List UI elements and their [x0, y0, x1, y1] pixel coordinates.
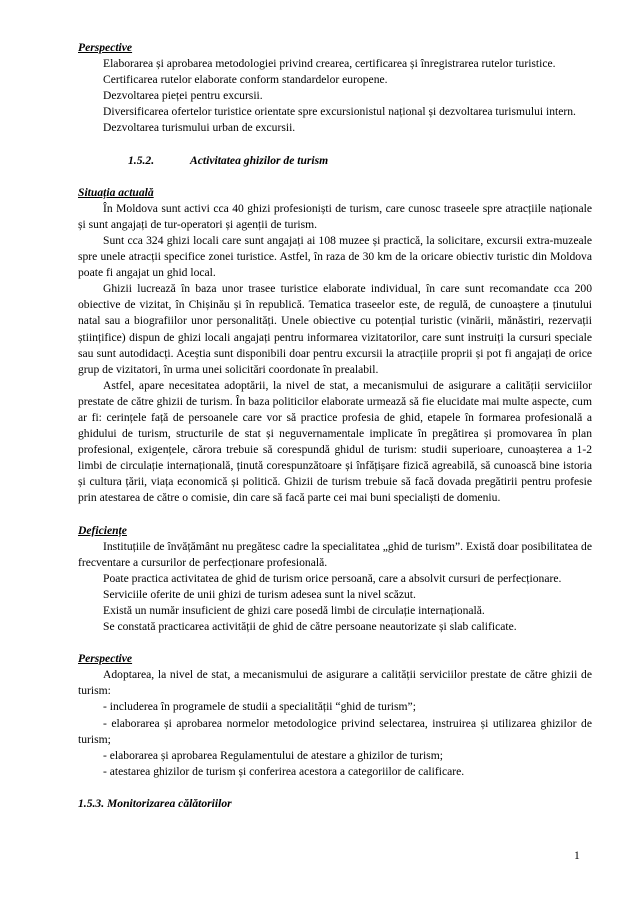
section-heading-monitorizarea: 1.5.3. Monitorizarea călătoriilor — [78, 796, 232, 810]
list-item: - elaborarea și aprobarea normelor metodologice privind selectarea, instruirea și utilizarea ghizilor de turism; — [78, 716, 592, 746]
paragraph: Instituțiile de învățământ nu pregătesc cadre la specialitatea „ghid de turism”. Există doar posibilitatea de frecventare a cursurilor de perfecționare profesională. — [78, 539, 592, 569]
paragraph: În Moldova sunt activi cca 40 ghizi profesioniști de turism, care cunosc traseele spre atracțiile naționale și sunt angajați de tur-operatori și agenții de turism. — [78, 201, 592, 231]
paragraph: Există un număr insuficient de ghizi care posedă limbi de circulație internațională. — [103, 604, 485, 617]
paragraph: Elaborarea și aprobarea metodologiei privind crearea, certificarea și înregistrarea rutelor turistice. — [103, 57, 556, 71]
list-item: - elaborarea și aprobarea Regulamentului de atestare a ghizilor de turism; — [103, 748, 443, 762]
paragraph: Astfel, apare necesitatea adoptării, la nivel de stat, a mecanismului de asigurare a calității serviciilor prestate de către ghizii de turism. În baza politicilor elaborate urmează să fie elucidate mai multe aspecte, cum ar fi: cerințele față de persoanele care vor să practice profesia de ghid, etapele în formarea profesională a ghidului de turism, structurile de stat și neguvernamentale implicate în pregătirea și promovarea în plan profesional, exigențele, cărora trebuie să corespundă ghidul de turism: studii superioare, cunoașterea a 1-2 limbi de circulație internațională, ținută corespunzătoare și înfățișare fizică agreabilă, să cunoască bine istoria și cultura țării, viața economică și politică. Ghizii de turism trebuie să facă dovada pregătirii pentru profesie prin atestarea de către o comisie, din care să facă parte cei mai buni specialiști de domeniu. — [78, 378, 592, 505]
paragraph: Certificarea rutelor elaborate conform standardelor europene. — [103, 73, 388, 87]
section-heading-perspective: Perspective — [78, 41, 133, 54]
paragraph: Sunt cca 324 ghizi locali care sunt angajați ai 108 muzee și practică, la solicitare, excursii extra-muzeale spre unele atracții specifice zonei turistice. Astfel, în raza de 30 km de la oricare obiectiv turistic din Moldova poate fi angajat un ghid local. — [78, 233, 592, 280]
list-item: - atestarea ghizilor de turism și conferirea acestora a categoriilor de calificare. — [103, 764, 465, 778]
list-item: - includerea în programele de studii a specialității “ghid de turism”; — [103, 700, 416, 714]
page-number: 1 — [574, 849, 580, 862]
section-heading-perspective: Perspective — [78, 652, 133, 666]
paragraph: Se constată practicarea activității de ghid de către persoane neautorizate și slab calificate. — [103, 620, 517, 634]
subsection-title: Activitatea ghizilor de turism — [190, 153, 329, 167]
paragraph: Adoptarea, la nivel de stat, a mecanismului de asigurare a calității serviciilor prestate de către ghizii de turism: — [78, 668, 592, 698]
subsection-number: 1.5.2. — [128, 153, 155, 167]
paragraph: Poate practica activitatea de ghid de turism orice persoană, care a absolvit cursuri de perfecționare. — [103, 571, 562, 585]
paragraph: Dezvoltarea pieței pentru excursii. — [103, 89, 263, 103]
subsection-heading — [128, 153, 592, 169]
paragraph: Dezvoltarea turismului urban de excursii. — [103, 121, 296, 135]
section-heading-situatia: Situația actuală — [78, 185, 154, 199]
paragraph: Ghizii lucrează în baza unor trasee turistice elaborate individual, în care sunt recomandate cca 200 obiective de vizitat, în Chișinău și în republică. Tematica traseelor este, de regulă, de cunoaștere a ținutului natal sau a biografiilor unor personalități. Unele obiective cu potențial turistic (vinării, mănăstiri, rezervații științifice) dispun de ghizi locali angajați pentru informarea vizitatorilor, care sunt instruiți la cursuri speciale sau sunt autodidacți. Aceștia sunt disponibili doar pentru excursii la atracțiile proprii și pot fi angajați de orice grup de vizitatori, în urma unei solicitări coordonate în prealabil. — [78, 282, 592, 376]
paragraph: Diversificarea ofertelor turistice orientate spre excursionistul național și dezvoltarea turismului intern. — [103, 105, 576, 119]
section-heading-deficiente: Deficiențe — [78, 523, 127, 537]
document-page — [78, 40, 592, 812]
paragraph: Serviciile oferite de unii ghizi de turism adesea sunt la nivel scăzut. — [103, 587, 416, 601]
